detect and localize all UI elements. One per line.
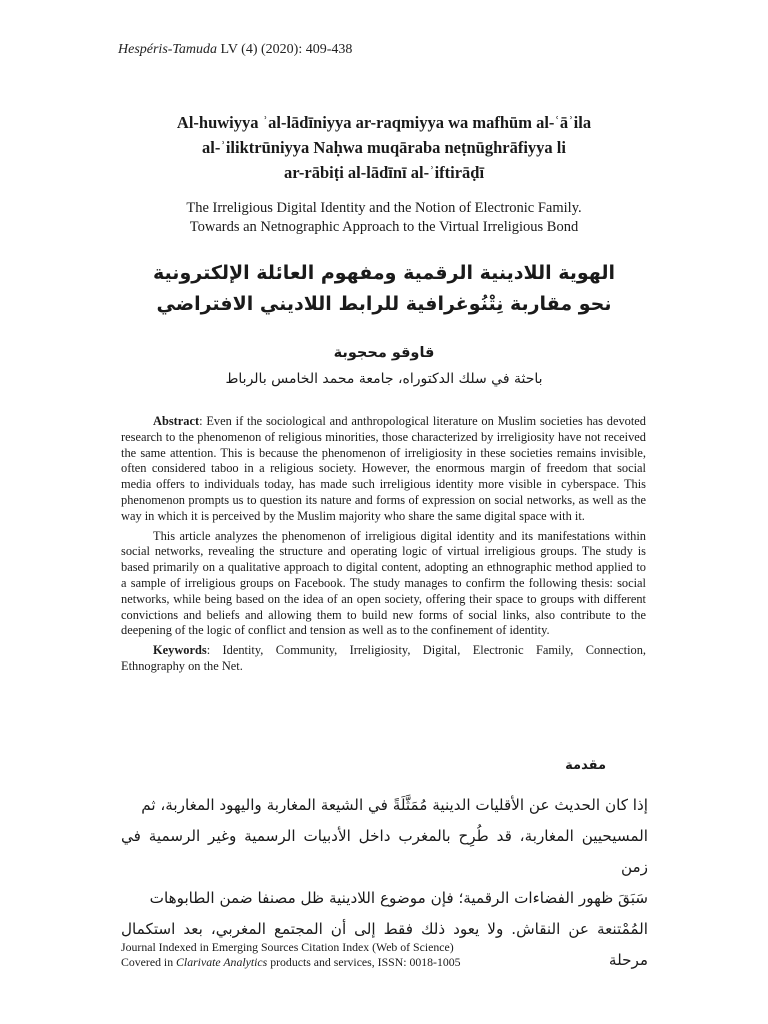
arabic-title	[150, 258, 618, 320]
transliterated-title-line: ar-rābiṭi al-lādīnī al-ʾiftirāḍī	[283, 163, 485, 182]
arabic-title-line: الهوية اللادينية الرقمية ومفهوم العائلة الإلكترونية	[153, 262, 615, 284]
author-affiliation: باحثة في سلك الدكتوراه، جامعة محمد الخامس بالرباط	[225, 371, 543, 387]
keywords-label: Keywords	[153, 643, 207, 658]
footer-coverage-suffix: products and services, ISSN: 0018-1005	[267, 955, 461, 969]
footer-note	[121, 940, 461, 970]
journal-reference: LV (4) (2020): 409-438	[217, 42, 353, 57]
english-title-line: The Irreligious Digital Identity and the Notion of Electronic Family.	[186, 200, 582, 216]
footer-coverage	[121, 955, 461, 970]
footer-coverage-prefix: Covered in	[121, 955, 177, 969]
journal-name: Hespéris-Tamuda	[118, 42, 218, 57]
body-line: المُمْتنعة عن النقاش. ولا يعود ذلك فقط إلى أن المجتمع المغربي، بعد استكمال مرحلة	[121, 920, 648, 969]
body-line: سَبَقَ ظهور الفضاءات الرقمية؛ فإن موضوع اللادينية ظل مصنفا ضمن الطابوهات	[149, 889, 648, 907]
keywords-text: : Identity, Community, Irreligiosity, Digital, Electronic Family, Connection, Ethnography on the Net.	[121, 643, 646, 673]
transliterated-title	[96, 110, 672, 185]
author-name: قاوقو محجوبة	[333, 345, 435, 361]
footer-indexing: Journal Indexed in Emerging Sources Citation Index (Web of Science)	[121, 940, 454, 954]
abstract-text: : Even if the sociological and anthropological literature on Muslim societies has devoted research to the phenomenon of religious minorities, those characterized by irreligiosity have not received the same attention. This is because the phenomenon of irreligiosity in these societies remains invisible, often considered taboo in a religious society. However, the enormous margin of freedom that social media offers to individuals today, has made such irreligious identity more visible in cyberspace. This phenomenon prompts us to question its nature and forms of expression on social networks, as well as the way in which it is perceived by the Muslim majority who share the same digital space with it.	[121, 414, 646, 523]
abstract-label: Abstract	[153, 414, 200, 428]
section-heading: مقدمة	[565, 758, 606, 773]
english-title	[96, 199, 672, 237]
body-line: المسيحيين المغاربة، قد طُرِح بالمغرب داخل الأدبيات الرسمية وغير الرسمية في زمن	[121, 827, 648, 876]
transliterated-title-line: al-ʾiliktrūniyya Naḥwa muqāraba neṭnūghrāfiyya li	[202, 138, 566, 157]
keywords	[121, 643, 646, 675]
abstract-paragraph	[121, 414, 646, 525]
footer-coverage-brand: Clarivate Analytics	[176, 955, 268, 969]
abstract-paragraph: This article analyzes the phenomenon of irreligious digital identity and its manifestations within social networks, revealing the structure and operating logic of virtual irreligious groups. The study is based primarily on a qualitative approach to digital content, adopting an ethnographic method applied to a sample of irreligious groups on Facebook. The study manages to confirm the following thesis: social networks, while being based on the idea of an open society, offering their space to groups with different convictions and beliefs and allowing them to build new forms of social links, also contribute to the deepening of the logic of conflict and tension as well as to the confinement of identity.	[121, 528, 646, 638]
english-title-line: Towards an Netnographic Approach to the Virtual Irreligious Bond	[189, 219, 579, 235]
journal-citation	[118, 42, 352, 58]
abstract-block	[121, 414, 646, 679]
transliterated-title-line: Al-huwiyya ʾal-lādīniyya ar-raqmiyya wa mafhūm al-ʿāʾila	[176, 113, 592, 132]
arabic-title-line: نحو مقاربة نِتْنُوغرافية للرابط اللاديني الافتراضي	[156, 293, 612, 315]
body-line: إذا كان الحديث عن الأقليات الدينية مُمَثَّلَةً في الشيعة المغاربة واليهود المغاربة، ثم	[141, 796, 648, 814]
